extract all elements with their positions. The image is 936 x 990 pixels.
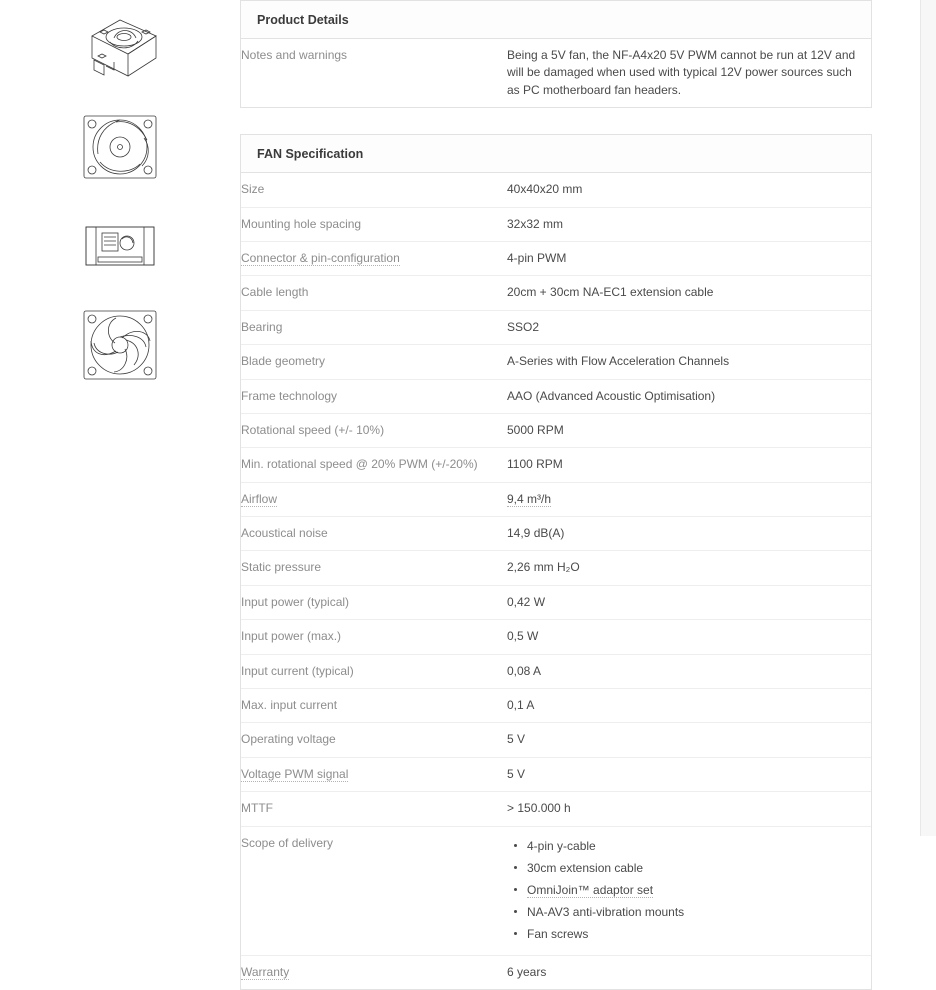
- spec-value: 5 V: [507, 766, 526, 781]
- list-item: NA-AV3 anti-vibration mounts: [525, 903, 865, 921]
- table-row: [241, 517, 871, 551]
- fan-specification-panel: [240, 134, 872, 990]
- table-row: [241, 757, 871, 791]
- spec-key: [241, 757, 507, 791]
- table-row: [241, 276, 871, 310]
- fan-front-view-thumbnail[interactable]: [70, 109, 170, 185]
- product-details-title: Product Details: [241, 1, 871, 39]
- spec-key: Max. input current: [241, 698, 338, 713]
- table-row: [241, 723, 871, 757]
- content-column: [240, 0, 936, 979]
- spec-value: 5000 RPM: [507, 422, 564, 437]
- spec-key: Size: [241, 182, 265, 197]
- spec-value: A-Series with Flow Acceleration Channels: [507, 354, 730, 369]
- table-row: [241, 310, 871, 344]
- page-scrollbar[interactable]: [920, 0, 936, 836]
- scope-of-delivery-list: [507, 837, 865, 943]
- fan-blade-view-thumbnail[interactable]: [70, 307, 170, 383]
- list-item: 30cm extension cable: [525, 859, 865, 877]
- table-row: [241, 173, 871, 207]
- table-row: [241, 39, 871, 107]
- scope-of-delivery-value: [507, 826, 871, 955]
- voltage-pwm-signal-link[interactable]: Voltage PWM signal: [241, 766, 349, 781]
- spec-key: Frame technology: [241, 388, 338, 403]
- table-row: [241, 620, 871, 654]
- table-row: [241, 207, 871, 241]
- notes-and-warnings-label: Notes and warnings: [241, 48, 348, 62]
- spec-value: 4-pin PWM: [507, 250, 567, 265]
- table-row: [241, 585, 871, 619]
- spec-value: AAO (Advanced Acoustic Optimisation): [507, 388, 716, 403]
- spec-value: 6 years: [507, 964, 547, 979]
- list-item: Fan screws: [525, 925, 865, 943]
- scope-of-delivery-label: Scope of delivery: [241, 835, 334, 850]
- table-row: [241, 345, 871, 379]
- spec-value: [507, 482, 871, 516]
- spec-value: 0,5 W: [507, 629, 539, 644]
- spec-value: 40x40x20 mm: [507, 182, 583, 197]
- spec-key: Min. rotational speed @ 20% PWM (+/-20%): [241, 457, 478, 472]
- spec-key: [241, 241, 507, 275]
- warranty-link[interactable]: Warranty: [241, 964, 290, 979]
- fan-iso-view-thumbnail[interactable]: [70, 10, 170, 86]
- spec-value: 2,26 mm H₂O: [507, 560, 580, 575]
- spec-value: 32x32 mm: [507, 216, 564, 231]
- thumbnail-rail: [0, 0, 240, 836]
- spec-key: Cable length: [241, 285, 309, 300]
- table-row: [241, 654, 871, 688]
- table-row: [241, 482, 871, 516]
- list-item: 4-pin y-cable: [525, 837, 865, 855]
- airflow-link[interactable]: Airflow: [241, 491, 278, 506]
- fan-specification-table: [241, 173, 871, 989]
- spec-key: Input power (typical): [241, 594, 350, 609]
- spec-key: Blade geometry: [241, 354, 326, 369]
- spec-key: MTTF: [241, 801, 273, 816]
- spec-key: Static pressure: [241, 560, 322, 575]
- omnijoin-adaptor-set-link[interactable]: OmniJoin™ adaptor set: [527, 882, 654, 897]
- airflow-value[interactable]: 9,4 m³/h: [507, 491, 552, 506]
- spec-key: Input current (typical): [241, 663, 354, 678]
- table-row: [241, 955, 871, 989]
- table-row: [241, 379, 871, 413]
- spec-key: Acoustical noise: [241, 526, 328, 541]
- table-row: [241, 551, 871, 585]
- product-details-table: [241, 39, 871, 107]
- table-row: [241, 689, 871, 723]
- spec-key: Rotational speed (+/- 10%): [241, 422, 385, 437]
- spec-value: 1100 RPM: [507, 457, 563, 472]
- list-item: [525, 881, 865, 899]
- table-row: [241, 413, 871, 447]
- fan-side-view-thumbnail[interactable]: [70, 208, 170, 284]
- connector-pin-config-link[interactable]: Connector & pin-configuration: [241, 250, 400, 265]
- table-row: [241, 448, 871, 482]
- spec-value: 20cm + 30cm NA-EC1 extension cable: [507, 285, 714, 300]
- spec-value: 0,08 A: [507, 663, 542, 678]
- table-row: [241, 826, 871, 955]
- spec-key: [241, 482, 507, 516]
- spec-value: SSO2: [507, 319, 540, 334]
- spec-value: > 150.000 h: [507, 801, 571, 816]
- spec-key: Mounting hole spacing: [241, 216, 362, 231]
- spec-value: 14,9 dB(A): [507, 526, 565, 541]
- spec-key: Input power (max.): [241, 629, 342, 644]
- table-row: [241, 241, 871, 275]
- spec-value: 0,42 W: [507, 594, 546, 609]
- fan-specification-title: FAN Specification: [241, 135, 871, 173]
- spec-key: [241, 955, 507, 989]
- spec-key: Operating voltage: [241, 732, 336, 747]
- table-row: [241, 792, 871, 826]
- spec-value: 0,1 A: [507, 698, 535, 713]
- notes-and-warnings-value: Being a 5V fan, the NF-A4x20 5V PWM cannot be run at 12V and will be damaged when used with typical 12V power sources such as PC motherboard fan headers.: [507, 48, 856, 97]
- product-details-panel: [240, 0, 872, 108]
- spec-key: Bearing: [241, 319, 283, 334]
- spec-value: 5 V: [507, 732, 526, 747]
